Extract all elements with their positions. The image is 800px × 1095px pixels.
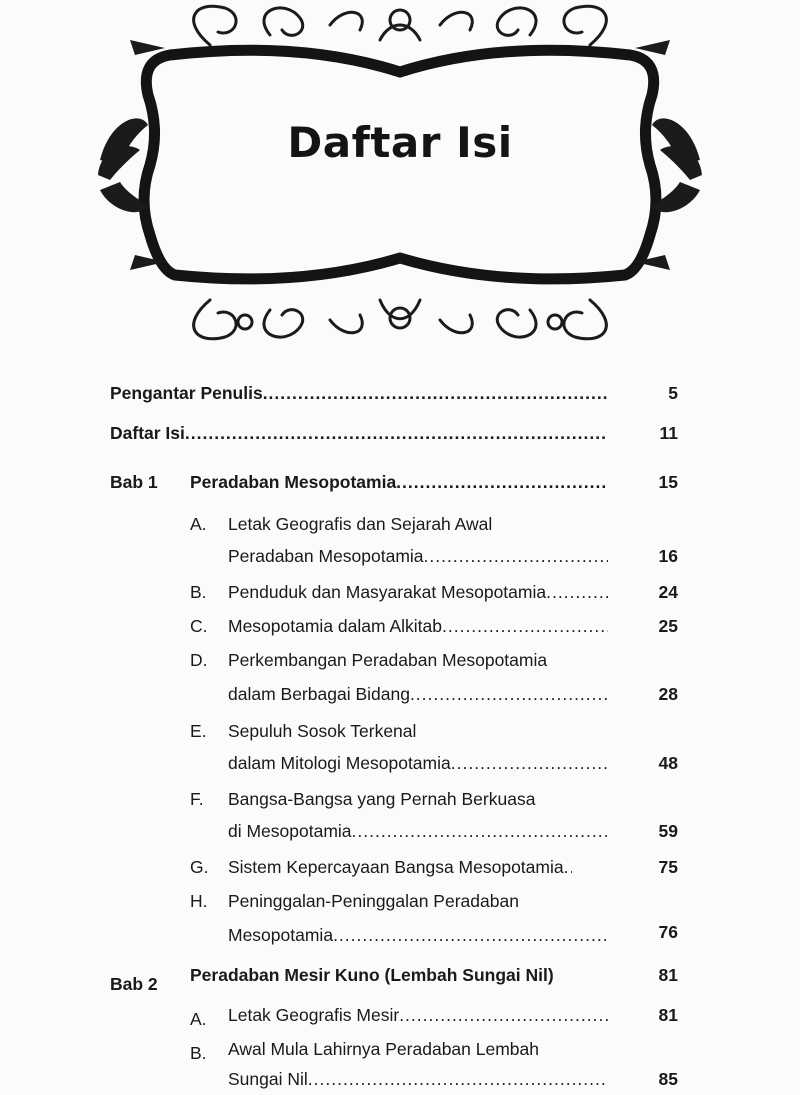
leader-dots [396, 469, 608, 495]
section-letter: B. [190, 1043, 207, 1063]
leader-dots [424, 543, 608, 569]
section-title-line2: Sungai Nil [228, 1069, 308, 1089]
section-title-line1[interactable]: Awal Mula Lahirnya Peradaban Lembah [228, 1039, 539, 1059]
toc-entry-label: Pengantar Penulis [110, 383, 263, 403]
leader-dots [564, 854, 572, 880]
section-entry[interactable] [228, 681, 608, 707]
section-letter: G. [190, 857, 209, 877]
chapter-number: Bab 1 [110, 472, 158, 492]
toc-entry[interactable] [110, 420, 608, 446]
section-title-line2: Mesopotamia [228, 925, 334, 945]
section-letter: C. [190, 616, 208, 636]
section-title-line1[interactable]: Perkembangan Peradaban Mesopotamia [228, 650, 548, 670]
section-title: Letak Geografis Mesir [228, 1005, 400, 1025]
section-letter: D. [190, 650, 208, 670]
section-entry[interactable] [228, 1002, 608, 1028]
section-title-line2: dalam Mitologi Mesopotamia [228, 753, 451, 773]
toc-page-number: 15 [658, 472, 678, 492]
section-letter: H. [190, 891, 208, 911]
section-title-line1[interactable]: Sepuluh Sosok Terkenal [228, 721, 417, 741]
section-letter: A. [190, 514, 207, 534]
section-entry[interactable] [228, 750, 608, 776]
leader-dots [410, 681, 608, 707]
section-entry[interactable] [228, 543, 608, 569]
leader-dots [263, 380, 608, 406]
leader-dots [352, 818, 608, 844]
section-entry[interactable] [228, 818, 608, 844]
chapter-number: Bab 2 [110, 974, 158, 994]
section-letter: B. [190, 582, 207, 602]
toc-page-number: 85 [658, 1069, 678, 1089]
toc-page-number: 76 [658, 922, 678, 942]
section-letter: F. [190, 789, 204, 809]
leader-dots [185, 420, 608, 446]
section-title: Penduduk dan Masyarakat Mesopotamia [228, 582, 547, 602]
chapter-entry[interactable] [190, 469, 608, 495]
section-entry[interactable] [228, 922, 608, 948]
toc-entry[interactable] [110, 380, 608, 406]
leader-dots [451, 750, 608, 776]
section-title: Mesopotamia dalam Alkitab [228, 616, 442, 636]
section-title-line2: dalam Berbagai Bidang [228, 684, 410, 704]
ornamental-frame [0, 0, 800, 360]
section-entry[interactable] [228, 579, 608, 605]
toc-page-number: 75 [658, 857, 678, 877]
leader-dots [546, 579, 608, 605]
toc-page-number: 25 [658, 616, 678, 636]
toc-page-number: 81 [658, 1005, 678, 1025]
section-title-line2: di Mesopotamia [228, 821, 352, 841]
toc-page-number: 11 [659, 423, 678, 443]
section-letter: E. [190, 721, 207, 741]
section-title-line2: Peradaban Mesopotamia [228, 546, 424, 566]
section-entry[interactable] [228, 1066, 608, 1092]
chapter-title[interactable]: Peradaban Mesir Kuno (Lembah Sungai Nil) [190, 965, 554, 985]
toc-page-number: 5 [668, 383, 678, 403]
toc-page-number: 81 [658, 965, 678, 985]
leader-dots [399, 1002, 608, 1028]
section-title: Sistem Kepercayaan Bangsa Mesopotamia [228, 857, 564, 877]
section-entry[interactable] [228, 613, 608, 639]
section-title-line1[interactable]: Letak Geografis dan Sejarah Awal [228, 514, 493, 534]
toc-entry-label: Daftar Isi [110, 423, 185, 443]
toc-page-number: 16 [658, 546, 678, 566]
section-title-line1[interactable]: Bangsa-Bangsa yang Pernah Berkuasa [228, 789, 536, 809]
page-title: Daftar Isi [287, 118, 513, 167]
section-letter: A. [190, 1009, 207, 1029]
section-title-line1[interactable]: Peninggalan-Peninggalan Peradaban [228, 891, 519, 911]
toc-page-number: 48 [658, 753, 678, 773]
toc-page-number: 28 [658, 684, 678, 704]
toc-page-number: 59 [658, 821, 678, 841]
leader-dots [333, 922, 608, 948]
toc-page-number: 24 [658, 582, 678, 602]
section-entry[interactable] [228, 854, 608, 880]
leader-dots [442, 613, 608, 639]
chapter-title: Peradaban Mesopotamia [190, 472, 397, 492]
leader-dots [308, 1066, 608, 1092]
